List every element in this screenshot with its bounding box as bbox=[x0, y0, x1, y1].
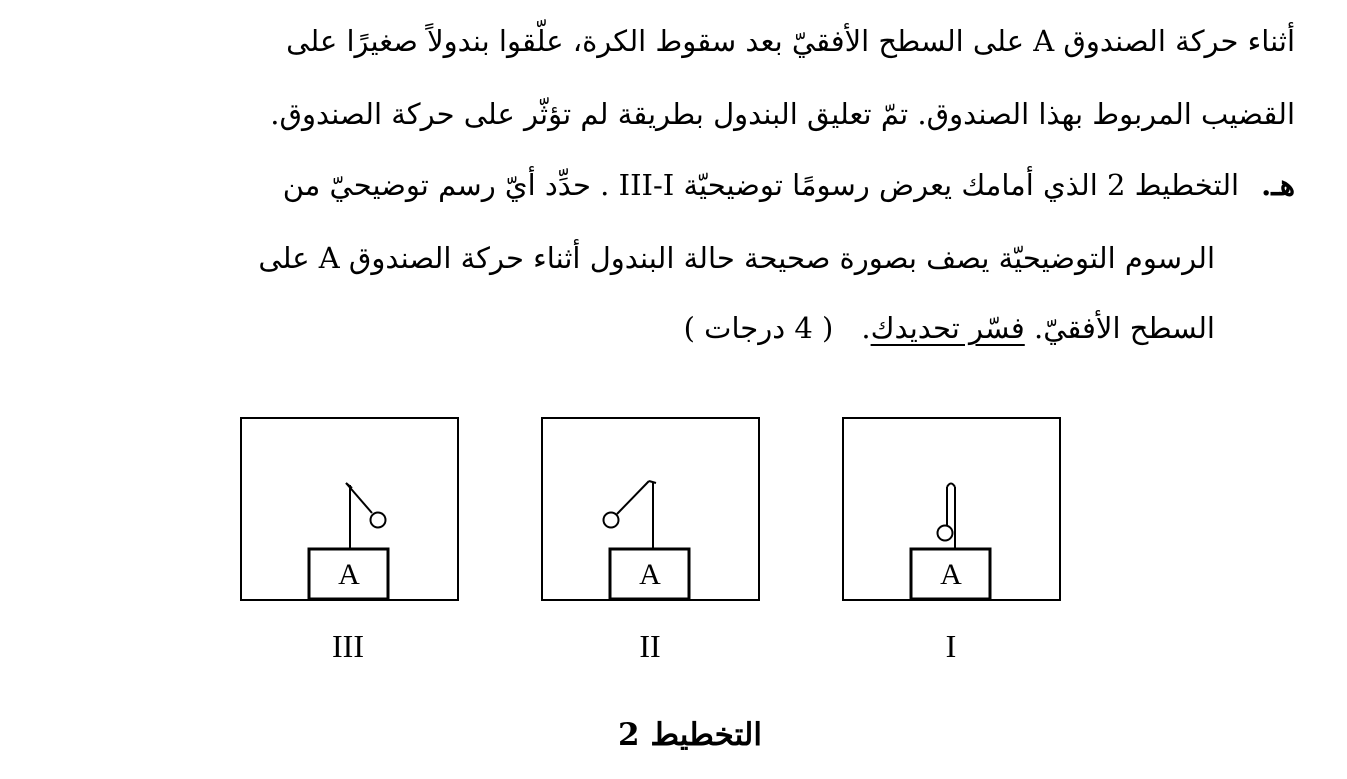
points-label: ( 4 درجات ) bbox=[683, 311, 834, 345]
panel-label-I: I bbox=[945, 628, 957, 664]
sentence-dot: . bbox=[861, 311, 871, 345]
question-marker: هـ. bbox=[1261, 168, 1295, 202]
figure-caption: التخطيط 2 bbox=[617, 717, 762, 753]
paragraph-line-1: أثناء حركة الصندوق A على السطح الأفقيّ بعد سقوط الكرة، علّقوا بندولاً صغيرًا على bbox=[286, 24, 1295, 58]
question-line-2: الرسوم التوضيحيّة يصف بصورة صحيحة حالة البندول أثناء حركة الصندوق A على bbox=[258, 241, 1215, 275]
paragraph-line-2: القضيب المربوط بهذا الصندوق. تمّ تعليق البندول بطريقة لم تؤثّر على حركة الصندوق. bbox=[270, 97, 1295, 131]
panel-label-III: III bbox=[332, 628, 364, 664]
panel-II-string bbox=[617, 481, 649, 514]
explain-instruction: فسّر تحديدك bbox=[870, 311, 1025, 345]
box-label-II: A bbox=[639, 558, 661, 591]
panel-label-II: II bbox=[639, 628, 661, 664]
question-text-3: السطح الأفقيّ. bbox=[1033, 311, 1215, 345]
box-label-I: A bbox=[940, 558, 962, 591]
panel-I-bob bbox=[938, 526, 953, 541]
panel-II-bob bbox=[604, 513, 619, 528]
question-text-1: التخطيط 2 الذي أمامك يعرض رسومًا توضيحيّة III-I . حدِّد أيّ رسم توضيحيّ من bbox=[282, 168, 1240, 202]
panel-III-bob bbox=[371, 513, 386, 528]
box-label-III: A bbox=[338, 558, 360, 591]
